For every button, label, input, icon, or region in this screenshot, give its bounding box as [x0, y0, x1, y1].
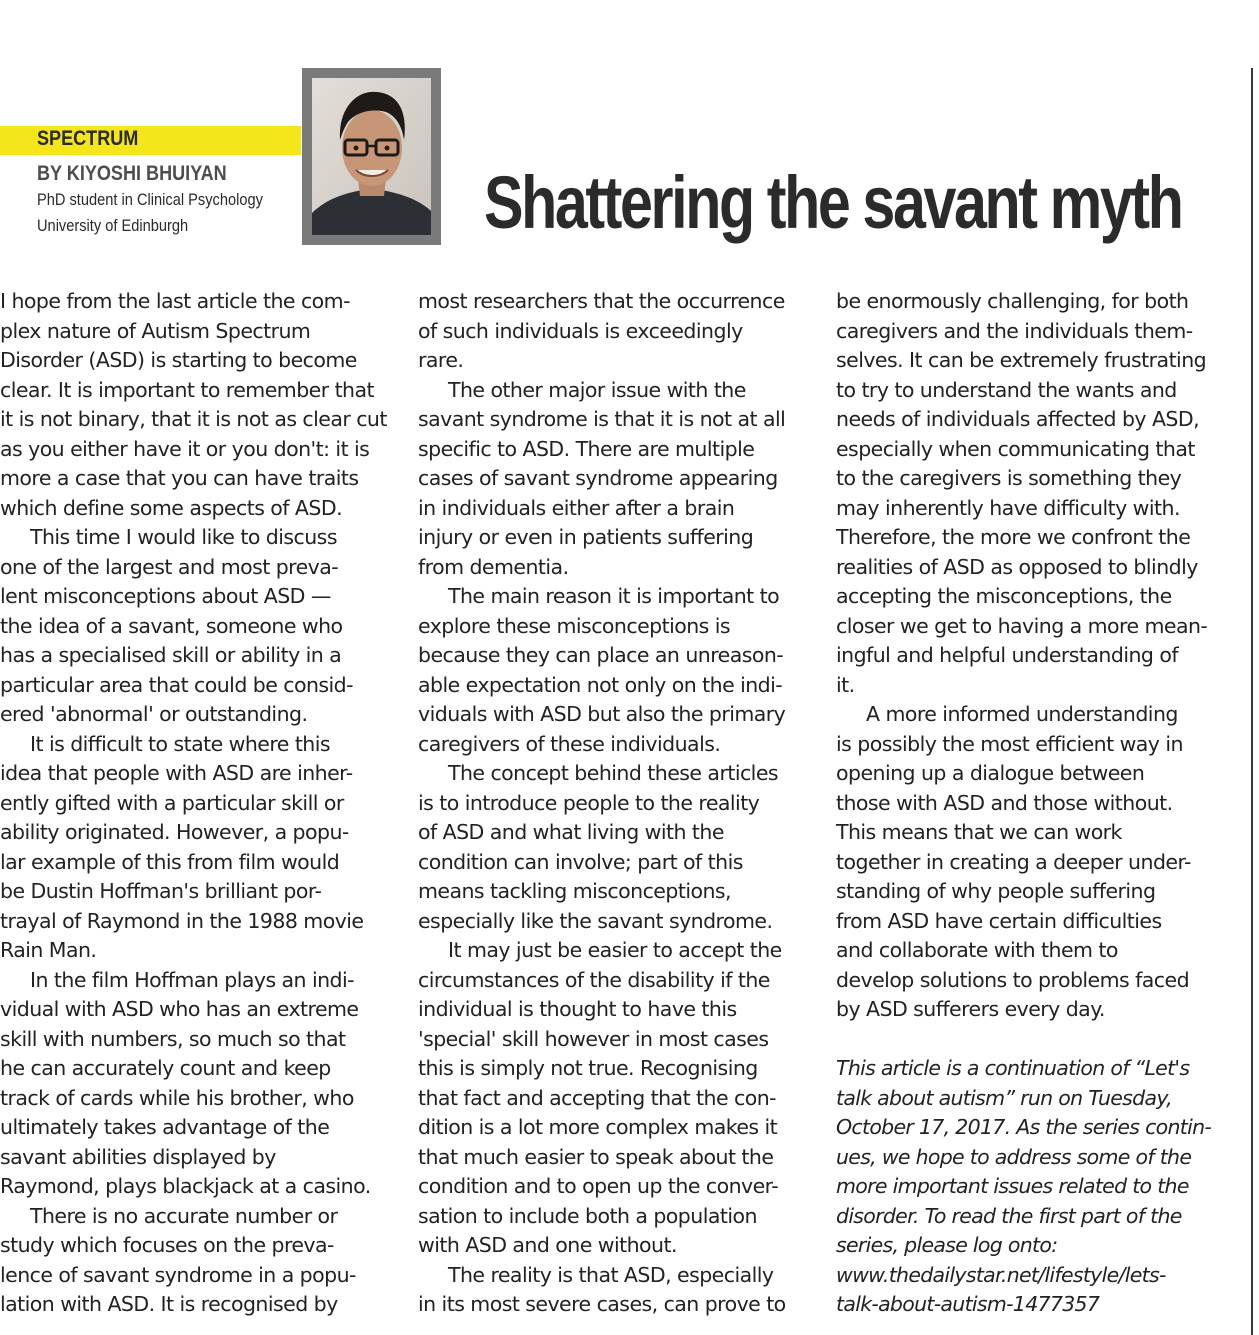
- text-line: able expectation not only on the indi-: [418, 672, 783, 697]
- text-line: sation to include both a population: [418, 1203, 757, 1228]
- text-line: of such individuals is exceedingly: [418, 318, 743, 343]
- text-line: condition can involve; part of this: [418, 849, 743, 874]
- text-line: savant abilities displayed by: [0, 1144, 276, 1169]
- text-line: selves. It can be extremely frustrating: [836, 348, 1207, 372]
- text-line: There is no accurate number or: [30, 1203, 338, 1228]
- text-line: ered 'abnormal' or outstanding.: [0, 702, 308, 726]
- editor-note-line: October 17, 2017. As the series contin-: [836, 1115, 1212, 1139]
- article-column-2: [418, 287, 786, 1320]
- text-line: especially like the savant syndrome.: [418, 908, 773, 933]
- text-line: be enormously challenging, for both: [836, 289, 1189, 313]
- text-line: accepting the misconceptions, the: [836, 584, 1172, 608]
- text-line: condition and to open up the conver-: [418, 1174, 779, 1198]
- text-line: The other major issue with the: [448, 377, 746, 402]
- text-line: in individuals either after a brain: [418, 495, 735, 520]
- text-line: viduals with ASD but also the primary: [418, 702, 786, 726]
- text-line: specific to ASD. There are multiple: [418, 436, 755, 461]
- text-line: study which focuses on the preva-: [0, 1233, 334, 1257]
- article-column-3: [836, 287, 1211, 1320]
- text-line: It is difficult to state where this: [30, 731, 331, 756]
- text-line: realities of ASD as opposed to blindly: [836, 554, 1198, 579]
- text-line: in its most severe cases, can prove to: [418, 1292, 786, 1316]
- page-edge-rule: [1251, 68, 1253, 1335]
- text-line: more a case that you can have traits: [0, 466, 359, 490]
- text-line: Therefore, the more we confront the: [836, 525, 1191, 549]
- author-photo: [302, 68, 441, 245]
- text-line: ultimately takes advantage of the: [0, 1115, 330, 1139]
- text-line: explore these misconceptions is: [418, 613, 731, 638]
- text-line: Rain Man.: [0, 938, 97, 962]
- text-line: Disorder (ASD) is starting to become: [0, 348, 357, 372]
- text-line: closer we get to having a more mean-: [836, 613, 1208, 638]
- editor-note-line: disorder. To read the first part of the: [836, 1203, 1182, 1228]
- text-line: The concept behind these articles: [448, 761, 779, 785]
- text-line: trayal of Raymond in the 1988 movie: [0, 908, 364, 933]
- text-line: This means that we can work: [836, 820, 1122, 844]
- text-line: from dementia.: [418, 554, 569, 579]
- text-line: that much easier to speak about the: [418, 1144, 774, 1169]
- headline: Shattering the savant myth: [484, 161, 1182, 244]
- text-line: vidual with ASD who has an extreme: [0, 997, 359, 1021]
- text-line: lation with ASD. It is recognised by: [0, 1292, 338, 1316]
- text-line: The reality is that ASD, especially: [448, 1262, 774, 1287]
- author-role: PhD student in Clinical Psychology: [37, 190, 263, 209]
- text-line: with ASD and one without.: [418, 1233, 677, 1257]
- text-line: which define some aspects of ASD.: [0, 495, 343, 520]
- text-line: It may just be easier to accept the: [448, 938, 782, 962]
- text-line: lar example of this from film would: [0, 849, 340, 874]
- text-line: 'special' skill however in most cases: [418, 1026, 769, 1051]
- text-line: ability originated. However, a popu-: [0, 820, 349, 844]
- text-line: lence of savant syndrome in a popu-: [0, 1262, 356, 1287]
- section-label: SPECTRUM: [37, 127, 139, 150]
- editor-note-line: talk about autism” run on Tuesday,: [836, 1085, 1172, 1110]
- paragraph-gap: [836, 1025, 1211, 1055]
- text-line: circumstances of the disability if the: [418, 967, 770, 992]
- text-line: he can accurately count and keep: [0, 1056, 331, 1080]
- text-line: may inherently have difficulty with.: [836, 495, 1180, 520]
- text-line: that fact and accepting that the con-: [418, 1085, 776, 1110]
- text-line: those with ASD and those without.: [836, 790, 1173, 815]
- text-line: cases of savant syndrome appearing: [418, 466, 778, 490]
- text-line: particular area that could be consid-: [0, 672, 353, 697]
- editor-note-line: talk-about-autism-1477357: [836, 1292, 1100, 1316]
- text-line: is possibly the most efficient way in: [836, 731, 1183, 756]
- text-line: A more informed understanding: [866, 702, 1178, 726]
- editor-note-line: series, please log onto:: [836, 1233, 1058, 1257]
- text-line: track of cards while his brother, who: [0, 1085, 354, 1110]
- text-line: most researchers that the occurrence: [418, 289, 785, 313]
- text-line: plex nature of Autism Spectrum: [0, 318, 311, 343]
- text-line: ently gifted with a particular skill or: [0, 790, 344, 815]
- text-line: idea that people with ASD are inher-: [0, 761, 353, 785]
- text-line: This time I would like to discuss: [30, 525, 337, 549]
- text-line: individual is thought to have this: [418, 997, 737, 1021]
- text-line: rare.: [418, 348, 464, 372]
- text-line: caregivers of these individuals.: [418, 731, 721, 756]
- editor-note-line: ues, we hope to address some of the: [836, 1144, 1192, 1169]
- article-column-1: [0, 287, 387, 1320]
- text-line: savant syndrome is that it is not at all: [418, 407, 786, 431]
- text-line: opening up a dialogue between: [836, 761, 1145, 785]
- text-line: the idea of a savant, someone who: [0, 613, 343, 638]
- text-line: standing of why people suffering: [836, 879, 1156, 903]
- text-line: means tackling misconceptions,: [418, 879, 732, 903]
- text-line: it is not binary, that it is not as clear cut: [0, 407, 387, 431]
- text-line: as you either have it or you don't: it is: [0, 436, 370, 461]
- text-line: has a specialised skill or ability in a: [0, 643, 342, 667]
- byline: BY KIYOSHI BHUIYAN: [37, 162, 227, 185]
- text-line: develop solutions to problems faced: [836, 967, 1190, 992]
- editor-note-line: This article is a continuation of “Let's: [836, 1056, 1190, 1080]
- editor-note-line: more important issues related to the: [836, 1174, 1189, 1198]
- text-line: and collaborate with them to: [836, 938, 1118, 962]
- text-line: lent misconceptions about ASD —: [0, 584, 331, 608]
- text-line: caregivers and the individuals them-: [836, 318, 1193, 343]
- text-line: clear. It is important to remember that: [0, 377, 374, 402]
- text-line: of ASD and what living with the: [418, 820, 724, 844]
- text-line: this is simply not true. Recognising: [418, 1056, 758, 1080]
- text-line: it.: [836, 672, 855, 697]
- text-line: is to introduce people to the reality: [418, 790, 760, 815]
- editor-note-line: www.thedailystar.net/lifestyle/lets-: [836, 1262, 1166, 1287]
- text-line: to the caregivers is something they: [836, 466, 1182, 490]
- text-line: from ASD have certain difficulties: [836, 908, 1162, 933]
- text-line: Raymond, plays blackjack at a casino.: [0, 1174, 371, 1198]
- text-line: skill with numbers, so much so that: [0, 1026, 346, 1051]
- author-portrait-image: [312, 78, 431, 235]
- text-line: needs of individuals affected by ASD,: [836, 407, 1200, 431]
- text-line: by ASD sufferers every day.: [836, 997, 1105, 1021]
- text-line: to try to understand the wants and: [836, 377, 1177, 402]
- author-org: University of Edinburgh: [37, 216, 189, 235]
- text-line: dition is a lot more complex makes it: [418, 1115, 778, 1139]
- text-line: one of the largest and most preva-: [0, 554, 339, 579]
- text-line: injury or even in patients suffering: [418, 525, 754, 549]
- text-line: especially when communicating that: [836, 436, 1195, 461]
- text-line: ingful and helpful understanding of: [836, 643, 1178, 667]
- text-line: be Dustin Hoffman's brilliant por-: [0, 879, 322, 903]
- text-line: In the film Hoffman plays an indi-: [30, 967, 355, 992]
- text-line: together in creating a deeper under-: [836, 849, 1191, 874]
- text-line: because they can place an unreason-: [418, 643, 784, 667]
- text-line: I hope from the last article the com-: [0, 289, 350, 313]
- text-line: The main reason it is important to: [448, 584, 780, 608]
